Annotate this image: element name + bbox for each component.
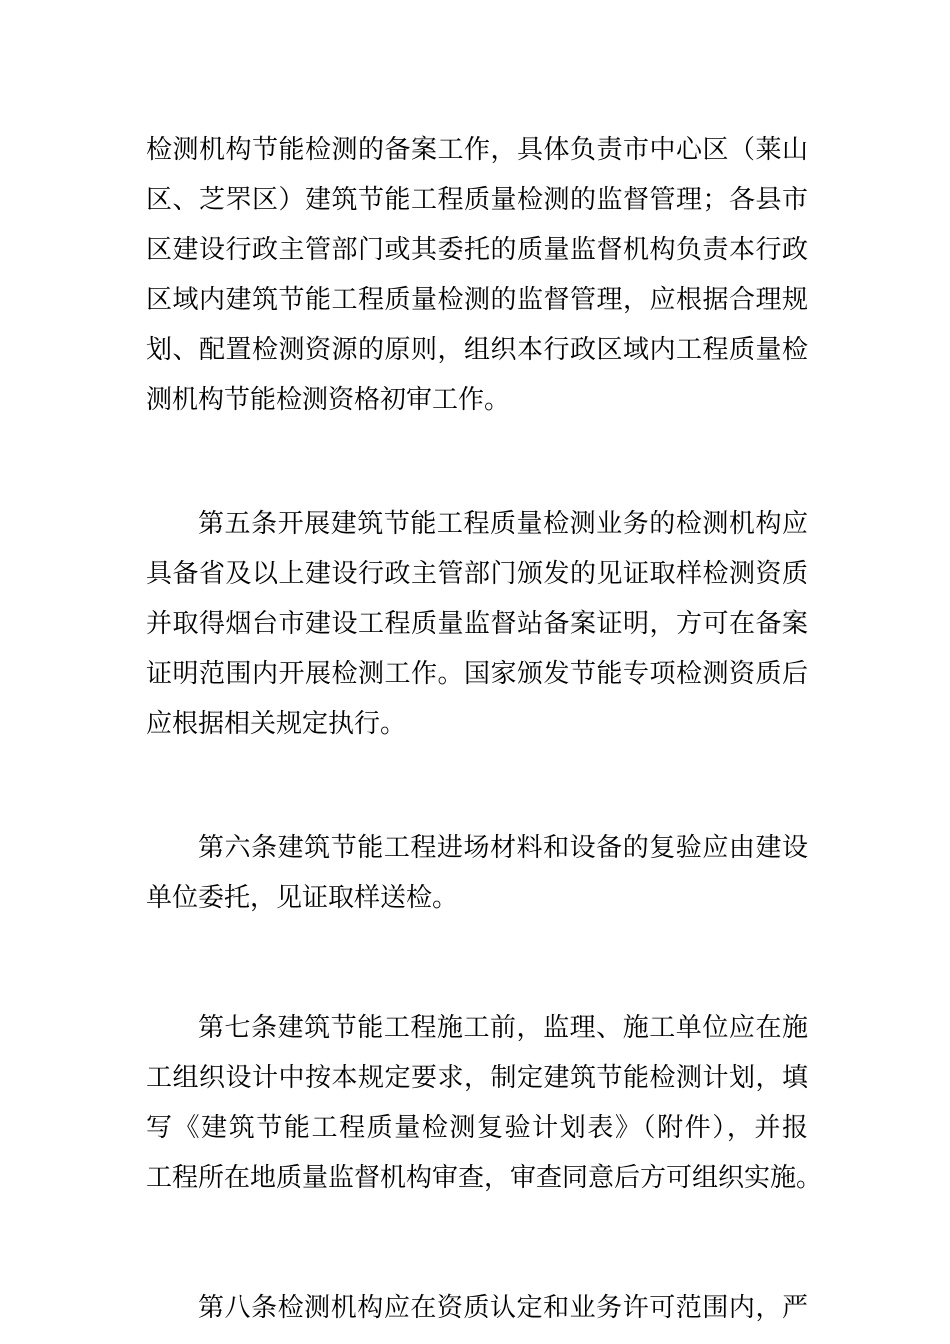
paragraph-article-7: [146, 1003, 823, 1203]
paragraph-continuation: [146, 125, 808, 425]
text-line: 应根据相关规定执行。: [146, 709, 407, 739]
text-line: 具备省及以上建设行政主管部门颁发的见证取样检测资质: [146, 559, 808, 589]
document-body: [146, 125, 823, 1333]
paragraph-article-8: [146, 1283, 808, 1333]
text-line: 写《建筑节能工程质量检测复验计划表》（附件），并报: [146, 1113, 808, 1143]
text-line: 测机构节能检测资格初审工作。: [146, 385, 511, 415]
paragraph-article-5: [146, 499, 808, 749]
text-line: 第七条建筑节能工程施工前，监理、施工单位应在施: [198, 1013, 808, 1043]
text-line: 检测机构节能检测的备案工作，具体负责市中心区（莱山: [146, 135, 808, 165]
text-line: 单位委托，见证取样送检。: [146, 883, 459, 913]
text-line: 第五条开展建筑节能工程质量检测业务的检测机构应: [198, 509, 808, 539]
text-line: 并取得烟台市建设工程质量监督站备案证明，方可在备案: [146, 609, 808, 639]
text-line: 工组织设计中按本规定要求，制定建筑节能检测计划，填: [146, 1063, 808, 1093]
text-line: 第八条检测机构应在资质认定和业务许可范围内，严: [198, 1293, 808, 1323]
paragraph-article-6: [146, 823, 808, 923]
text-line: 证明范围内开展检测工作。国家颁发节能专项检测资质后: [146, 659, 808, 689]
text-line: 第六条建筑节能工程进场材料和设备的复验应由建设: [198, 833, 808, 863]
text-line: 区、芝罘区）建筑节能工程质量检测的监督管理；各县市: [146, 185, 808, 215]
text-line: 区建设行政主管部门或其委托的质量监督机构负责本行政: [146, 235, 808, 265]
text-line: 区域内建筑节能工程质量检测的监督管理，应根据合理规: [146, 285, 808, 315]
text-line: 划、配置检测资源的原则，组织本行政区域内工程质量检: [146, 335, 808, 365]
text-line: 工程所在地质量监督机构审查，审查同意后方可组织实施。: [146, 1163, 823, 1193]
